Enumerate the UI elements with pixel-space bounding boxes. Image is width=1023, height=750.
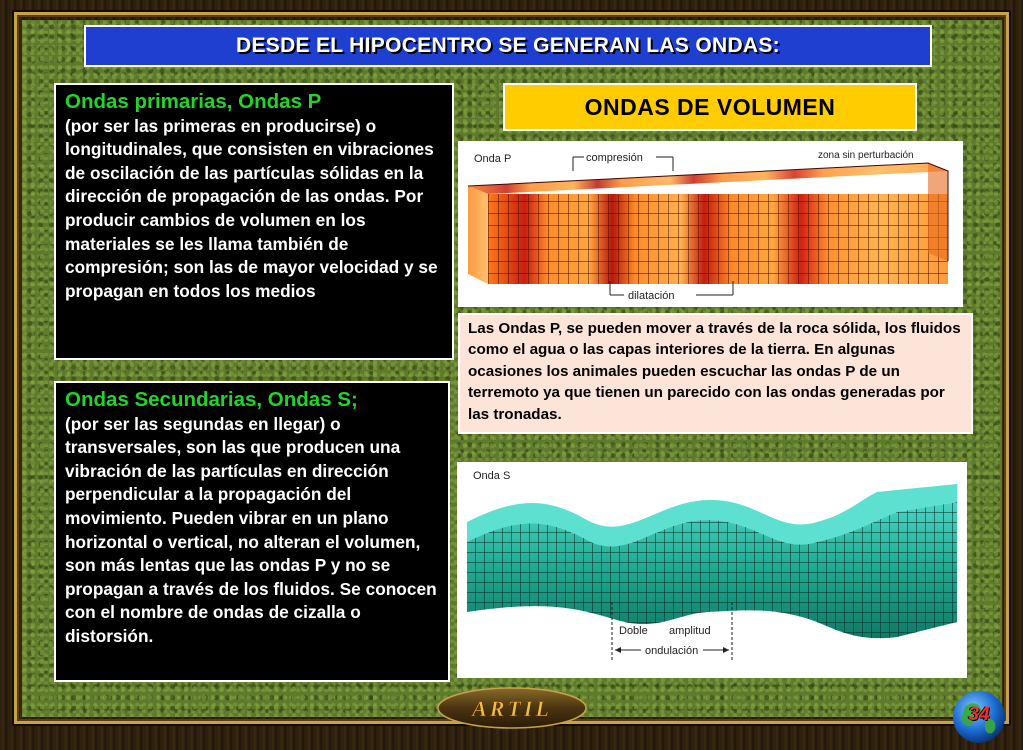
p-wave-label: Onda P: [474, 153, 512, 165]
secondary-waves-box: [54, 381, 450, 682]
artil-logo: [436, 686, 588, 730]
p-wave-diagram: [458, 141, 963, 307]
amplitude-label: amplitud: [669, 625, 711, 637]
volume-waves-heading-box: [503, 83, 917, 131]
secondary-waves-text: (por ser las segundas en llegar) o transversales, son las que producen una vibración de las partículas en dirección perpendicular a la propagación del movimiento. Pueden vibrar en un plano horizontal o vertical, no alteran el volumen, son más lentas que las ondas P y no se propagan a través de los fluidos. Se conocen con el nombre de ondas de cizalla o distorsión.: [65, 413, 437, 646]
volume-waves-heading: ONDAS DE VOLUMEN: [584, 93, 836, 120]
p-wave-illustration: [458, 141, 963, 307]
compression-label: compresión: [586, 152, 643, 164]
primary-waves-text: (por ser las primeras en producirse) o longitudinales, que consisten en vibraciones de oscilación de las partículas sólidas en la dirección de propagación de las ondas. Por producir cambios de volumen en los materiales se les llama también de compresión; son las de mayor velocidad y se propagan en todos los medios: [65, 115, 438, 301]
undulation-label: ondulación: [645, 645, 699, 657]
undisturbed-zone-label: zona sin perturbación: [818, 150, 914, 161]
slide-title-bar: [84, 25, 932, 67]
primary-waves-box: [54, 83, 454, 360]
logo-text: ARTIL: [472, 696, 552, 721]
page-number: 34: [968, 704, 990, 725]
p-wave-description: Las Ondas P, se pueden mover a través de la roca sólida, los fluidos como el agua o las capas interiores de la tierra. En algunas ocasiones los animales pueden escuchar las ondas P de un terremoto ya que tienen un parecido con las ondas generadas por las tronadas.: [458, 313, 973, 434]
s-wave-illustration: [457, 462, 967, 678]
slide-title: DESDE EL HIPOCENTRO SE GENERAN LAS ONDAS:: [236, 34, 780, 57]
primary-waves-heading: Ondas primarias, Ondas P: [65, 90, 322, 113]
s-wave-diagram: [457, 462, 967, 678]
dilation-label: dilatación: [628, 290, 675, 302]
s-wave-label: Onda S: [473, 470, 511, 482]
secondary-waves-heading: Ondas Secundarias, Ondas S;: [65, 388, 358, 411]
double-label: Doble: [619, 625, 648, 637]
